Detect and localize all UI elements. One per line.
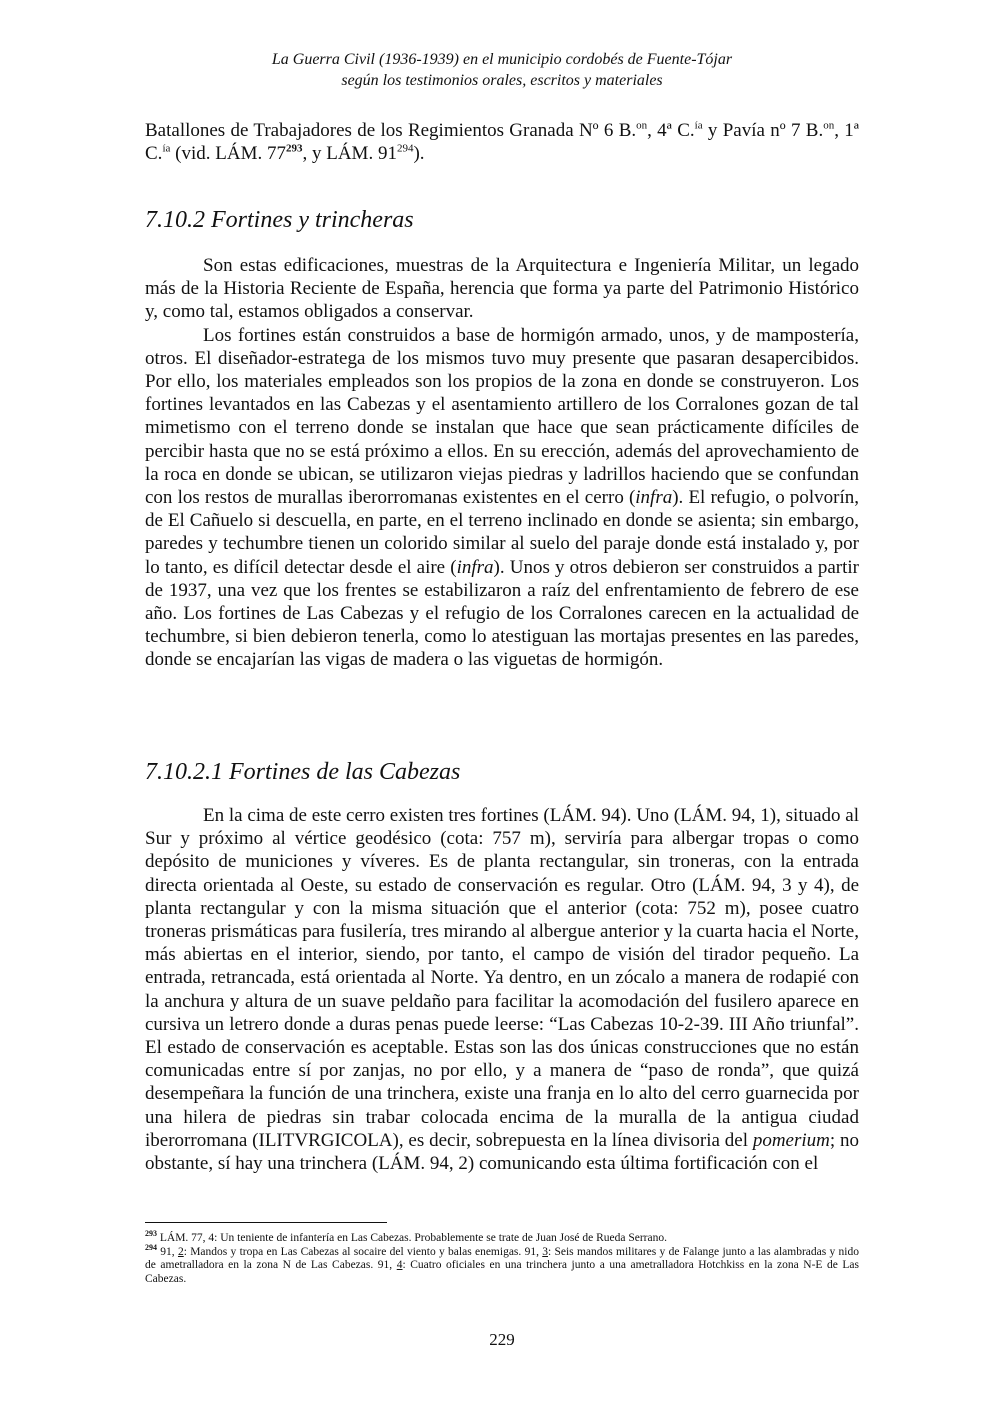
running-header-subtitle: según los testimonios orales, escritos y materiales	[341, 72, 663, 89]
footnote-ref-293[interactable]: 293	[285, 142, 303, 155]
intro-paragraph-block	[145, 119, 859, 165]
footnote-text: : Cuatro oficiales en una trinchera junto a una ametralladora Hotchkiss en la zona N-E de Las Cabezas.	[145, 1259, 859, 1285]
paragraph	[145, 804, 859, 1175]
footnote-number: 294	[145, 1242, 157, 1252]
intro-text: , 1ª C.	[145, 120, 860, 165]
intro-text: , 4ª C.	[647, 120, 695, 141]
paragraph: Son estas edificaciones, muestras de la Arquitectura e Ingeniería Militar, un legado más de la Historia Reciente de España, herencia que forma ya parte del Patrimonio Histórico y, como tal, estamos obligados a conservar.	[145, 255, 859, 323]
footnote-294	[145, 1242, 859, 1287]
footnote-text: 91,	[157, 1245, 178, 1258]
underlined-number: 4	[396, 1259, 403, 1271]
paragraph	[145, 324, 859, 672]
section-heading-fortines-cabezas: 7.10.2.1 Fortines de las Cabezas	[145, 759, 461, 785]
running-header	[145, 49, 859, 91]
footnote-text: LÁM. 77, 4: Un teniente de infantería en Las Cabezas. Probablemente se trate de Juan José de Rueda Serrano.	[157, 1232, 667, 1244]
italic-term: infra	[456, 556, 494, 578]
italic-term: pomerium	[752, 1129, 830, 1151]
paragraph-text: ). El refugio, o polvorín, de El Cañuelo si descuella, en parte, en el terreno inclinado en donde se asienta; sin embargo, paredes y techumbre tienen un colorido similar al suelo del paraje donde está instalado y, por lo tanto, es difícil detectar desde el aire (	[145, 487, 859, 578]
paragraph-text: Los fortines están construidos a base de hormigón armado, unos, y de mampostería, otros. El diseñador-estratega de los mismos tuvo muy presente que pasaran desapercibidos. Por ello, los materiales empleados son los propios de la zona en donde se construyeron. Los fortines levantados en las Cabezas y el asentamiento artillero de los Corralones gozan de tal mimetismo con el terreno donde se instalan que hace que sean prácticamente difíciles de percibir hasta que no se está próximo a ellos. En su erección, además del aprovechamiento de la roca en donde se ubican, se utilizaron viejas piedras y ladrillos haciendo que se confundan con los restos de murallas iberorromanas existentes en el cerro (	[145, 324, 859, 509]
superscript: ía	[694, 119, 703, 132]
footnote-number: 293	[145, 1229, 157, 1239]
paragraph-text: ). Unos y otros debieron ser construidos a partir de 1937, una vez que los frentes se estabilizaron a raíz del enfrentamiento de febrero de ese año. Los fortines de Las Cabezas y el refugio de los Corralones carecen en la actualidad de techumbre, si bien debieron tenerla, como lo atestiguan las mortajas presentes en las paredes, donde se encajarían las vigas de madera o las viguetas de hormigón.	[145, 556, 859, 671]
footnote-text: : Mandos y tropa en Las Cabezas al socaire del viento y balas enemigas. 91,	[183, 1245, 543, 1258]
section-heading-fortines-trincheras: 7.10.2 Fortines y trincheras	[145, 207, 414, 233]
italic-term: infra	[635, 487, 673, 509]
section-fortines-body	[145, 254, 859, 672]
intro-text: ).	[413, 143, 425, 165]
footnote-text: : Seis mandos militares y de Falange junto a las alambradas y nido de ametralladora en la zona N de Las Cabezas. 91,	[145, 1245, 859, 1271]
intro-paragraph	[145, 119, 859, 165]
intro-text: y Pavía nº 7 B.	[702, 120, 824, 141]
superscript: on	[823, 119, 835, 132]
underlined-number: 3	[542, 1245, 548, 1258]
footnote-ref-294[interactable]: 294	[396, 142, 414, 155]
intro-text: Batallones de Trabajadores de los Regimientos Granada Nº 6 B.	[145, 120, 637, 141]
section-cabezas-body	[145, 804, 859, 1175]
paragraph-text: ; no obstante, sí hay una trinchera (LÁM. 94, 2) comunicando esta última fortificación con el	[145, 1129, 859, 1175]
paragraph-text: En la cima de este cerro existen tres fortines (LÁM. 94). Uno (LÁM. 94, 1), situado al Sur y próximo al vértice geodésico (cota: 757 m), serviría para albergar tropas o como depósito de municiones y víveres. Es de planta rectangular, sin troneras, con la entrada directa orientada al Oeste, su estado de conservación es regular. Otro (LÁM. 94, 3 y 4), de planta rectangular y con la misma situación que el anterior (cota: 752 m), posee cuatro troneras prismáticas para fusilería, tres mirando al albergue anterior y la cuarta hacia el Norte, más abiertas en el interior, siendo, por tanto, el campo de visión del tirador pequeño. La entrada, retrancada, está orientada al Norte. Ya dentro, en un zócalo a manera de rodapié con la anchura y altura de un suave peldaño para facilitar la acomodación del fusilero aparece en cursiva un letrero donde a duras penas puede leerse: “Las Cabezas 10-2-39. III Año triunfal”. El estado de conservación es aceptable. Estas son las dos únicas construcciones que no están comunicadas entre sí por zanjas, no por ello, y a manera de “paso de ronda”, que quizá desempeñara la función de una trinchera, existe una franja en lo alto del cerro guarnecida por una hilera de piedras sin trabar colocada encima de la muralla de la antigua ciudad iberorromana (ILITVRGICOLA), es decir, sobrepuesta en la línea divisoria del	[145, 805, 859, 1151]
footnote-293	[145, 1229, 859, 1246]
intro-text: (vid. LÁM. 77	[170, 143, 286, 165]
page-number: 229	[489, 1330, 515, 1349]
superscript: ía	[162, 142, 171, 155]
running-header-title: La Guerra Civil (1936-1939) en el municipio cordobés de Fuente-Tójar	[271, 51, 733, 68]
underlined-number: 2	[177, 1245, 184, 1258]
footnotes	[145, 1229, 859, 1286]
superscript: on	[636, 119, 648, 132]
intro-text: , y LÁM. 91	[302, 143, 397, 165]
footnote-separator	[145, 1222, 387, 1223]
